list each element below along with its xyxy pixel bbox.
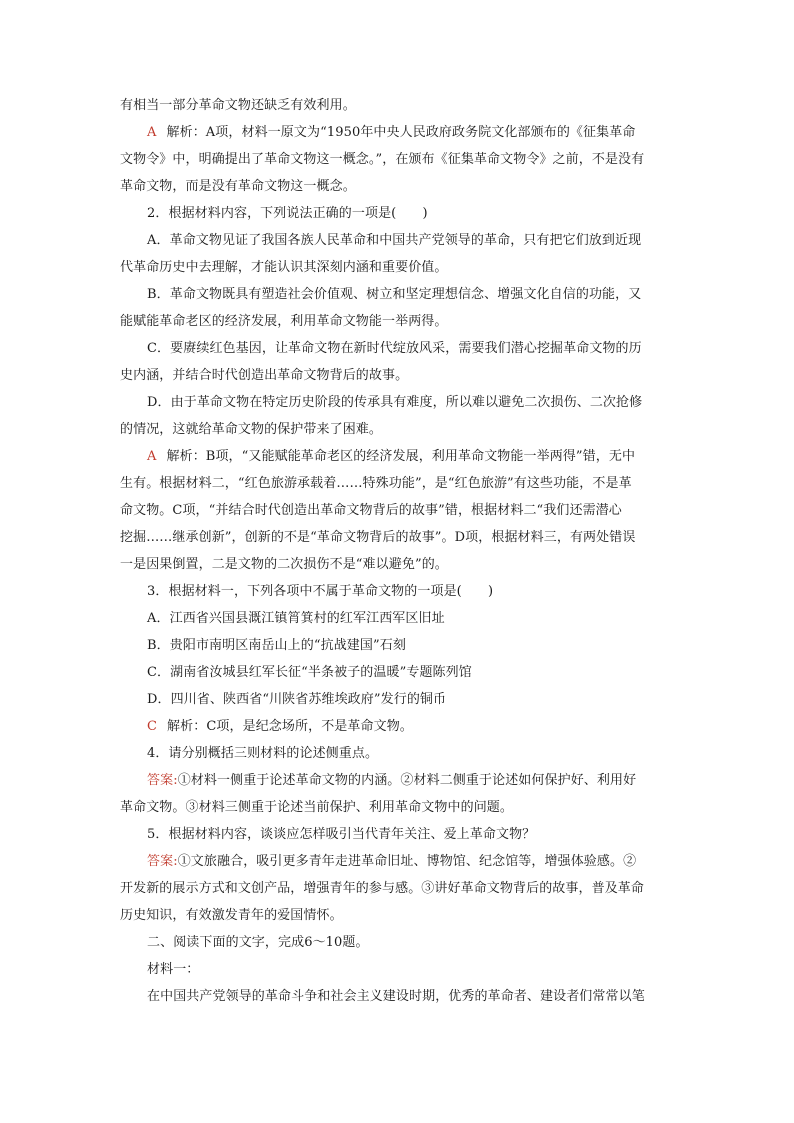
text-line — [120, 929, 675, 956]
line-text: 解析：C项，是纪念场所，不是革命文物。 — [167, 719, 413, 734]
text-line — [120, 254, 675, 281]
line-text: 历史知识，有效激发青年的爱国情怀。 — [120, 908, 343, 923]
answer-key-letter: A — [147, 125, 157, 140]
line-text: 能赋能革命老区的经济发展，利用革命文物能一举两得。 — [120, 314, 448, 329]
line-text: 3．根据材料一，下列各项中不属于革命文物的一项是( ) — [147, 584, 494, 599]
text-line — [120, 983, 675, 1010]
line-text: A．江西省兴国县溉江镇筲箕村的红军江西军区旧址 — [147, 611, 445, 626]
line-text: 挖掘……继承创新”，创新的不是“革命文物背后的故事”。D项，根据材料三，有两处错误 — [120, 530, 636, 545]
line-text: 革命文物，而是没有革命文物这一概念。 — [120, 179, 356, 194]
text-line — [120, 767, 675, 794]
line-text: B．贵阳市南明区南岳山上的“抗战建国”石刻 — [147, 638, 406, 653]
text-line — [120, 551, 675, 578]
text-line — [120, 875, 675, 902]
text-line — [120, 200, 675, 227]
text-line — [120, 92, 675, 119]
text-line — [120, 389, 675, 416]
line-text: 开发新的展示方式和文创产品，增强青年的参与感。③讲好革命文物背后的故事，普及革命 — [120, 881, 645, 896]
text-line — [120, 362, 675, 389]
text-line — [120, 740, 675, 767]
text-line — [120, 902, 675, 929]
line-text: 2．根据材料内容，下列说法正确的一项是( ) — [147, 206, 428, 221]
line-text: 命文物。C项，“并结合时代创造出革命文物背后的故事”错，根据材料二“我们还需潜心 — [120, 503, 622, 518]
answer-key-letter: C — [147, 719, 158, 734]
text-line — [120, 281, 675, 308]
text-line — [120, 524, 675, 551]
line-text: A．革命文物见证了我国各族人民革命和中国共产党领导的革命，只有把它们放到近现 — [147, 233, 642, 248]
document-body — [120, 92, 675, 1010]
line-text: D．四川省、陕西省“川陕省苏维埃政府”发行的铜币 — [147, 692, 447, 707]
text-line — [120, 470, 675, 497]
text-line — [120, 632, 675, 659]
text-line — [120, 713, 675, 740]
line-text: ①文旅融合，吸引更多青年走进革命旧址、博物馆、纪念馆等，增强体验感。② — [177, 854, 637, 869]
line-text: ①材料一侧重于论述革命文物的内涵。②材料二侧重于论述如何保护好、利用好 — [177, 773, 637, 788]
line-text: 代革命历史中去理解，才能认识其深刻内涵和重要价值。 — [120, 260, 448, 275]
line-text: C．湖南省汝城县红军长征“半条被子的温暖”专题陈列馆 — [147, 665, 472, 680]
text-line — [120, 605, 675, 632]
line-text: 一是因果倒置，二是文物的二次损伤不是“难以避免”的。 — [120, 557, 448, 572]
line-text: 有相当一部分革命文物还缺乏有效利用。 — [120, 98, 356, 113]
line-text: 的情况，这就给革命文物的保护带来了困难。 — [120, 422, 383, 437]
text-line — [120, 173, 675, 200]
line-text: 解析：A项，材料一原文为“1950年中央人民政府政务院文化部颁布的《征集革命 — [166, 125, 636, 140]
line-text: 史内涵，并结合时代创造出革命文物背后的故事。 — [120, 368, 409, 383]
text-line — [120, 794, 675, 821]
text-line — [120, 227, 675, 254]
text-line — [120, 821, 675, 848]
line-text: 4．请分别概括三则材料的论述侧重点。 — [147, 746, 379, 761]
line-text: 5．根据材料内容，谈谈应怎样吸引当代青年关注、爱上革命文物？ — [147, 827, 536, 842]
text-line — [120, 146, 675, 173]
line-text: C．要赓续红色基因，让革命文物在新时代绽放风采，需要我们潜心挖掘革命文物的历 — [147, 341, 642, 356]
line-text: 材料一： — [147, 962, 200, 977]
text-line — [120, 335, 675, 362]
text-line — [120, 659, 675, 686]
line-text: 解析：B项，“又能赋能革命老区的经济发展，利用革命文物能一举两得”错，无中 — [166, 449, 636, 464]
line-text: B．革命文物既具有塑造社会价值观、树立和坚定理想信念、增强文化自信的功能，又 — [147, 287, 642, 302]
line-text: D．由于革命文物在特定历史阶段的传承具有难度，所以难以避免二次损伤、二次抢修 — [147, 395, 643, 410]
line-text: 二、阅读下面的文字，完成6～10题。 — [147, 935, 369, 950]
line-text: 在中国共产党领导的革命斗争和社会主义建设时期，优秀的革命者、建设者们常常以笔 — [147, 989, 645, 1004]
text-line — [120, 956, 675, 983]
text-line — [120, 497, 675, 524]
text-line — [120, 416, 675, 443]
line-text: 生有。根据材料二，“红色旅游承载着……特殊功能”，是“红色旅游”有这些功能，不是革 — [120, 476, 632, 491]
text-line — [120, 443, 675, 470]
text-line — [120, 578, 675, 605]
answer-label: 答案: — [147, 773, 178, 788]
line-text: 文物令》中，明确提出了革命文物这一概念。”，在颁布《征集革命文物令》之前，不是没有 — [120, 152, 645, 167]
text-line — [120, 308, 675, 335]
text-line — [120, 848, 675, 875]
line-text: 革命文物。③材料三侧重于论述当前保护、利用革命文物中的问题。 — [120, 800, 514, 815]
answer-key-letter: A — [147, 449, 157, 464]
text-line — [120, 119, 675, 146]
answer-label: 答案: — [147, 854, 178, 869]
text-line — [120, 686, 675, 713]
